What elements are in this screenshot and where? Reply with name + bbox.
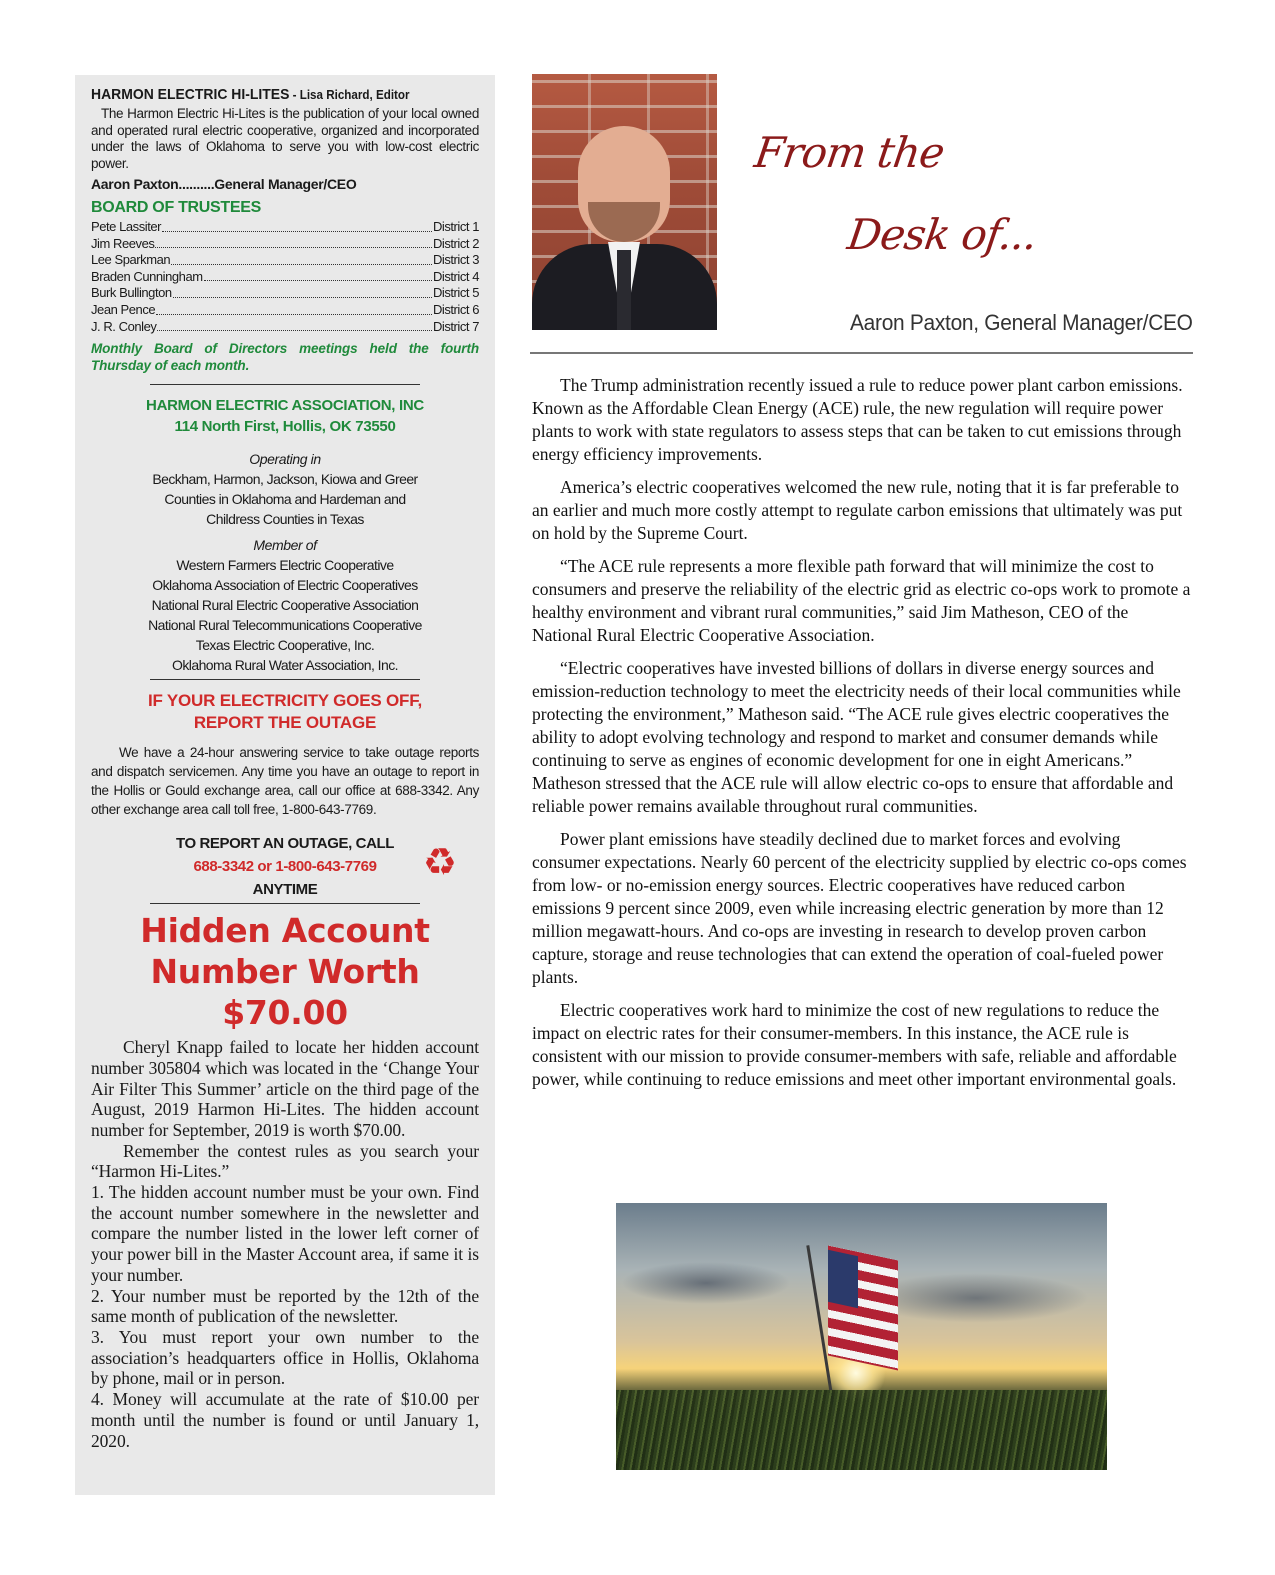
outage-title	[91, 690, 479, 734]
member-line: Oklahoma Rural Water Association, Inc.	[171, 657, 398, 674]
meeting-note: Monthly Board of Directors meetings held the fourth Thursday of each month.	[91, 341, 479, 374]
trustee-district: District 7	[432, 318, 479, 334]
member-line: Oklahoma Association of Electric Cooperatives	[152, 577, 418, 594]
article-body	[532, 374, 1192, 1101]
trustee-district: District 3	[432, 252, 479, 268]
association-address: 114 North First, Hollis, OK 73550	[174, 418, 396, 436]
trustee-district: District 1	[432, 219, 479, 234]
dot-leader	[156, 302, 432, 315]
recycle-icon: ♻	[422, 842, 457, 885]
hidden-title-amount: $70.00	[222, 993, 348, 1033]
article-paragraph: Power plant emissions have steadily declined due to market forces and evolving consumer expectations. Nearly 60 percent of the electricity supplied by electric co-ops comes from low- or no-emission energy sources. Electric cooperatives have reduced carbon emissions 9 percent since 2009, even while increasing electric generation by more than 12 million megawatt-hours. And co-ops are investing in research to develop proven carbon capture, storage and reuse technologies that can extend the operation of coal-fueled power plants.	[532, 829, 1187, 987]
dot-leader	[155, 236, 432, 249]
trustee-name: Braden Cunningham	[91, 268, 203, 284]
trustee-name: J. R. Conley	[91, 318, 157, 334]
masthead	[91, 85, 452, 105]
trustee-district: District 4	[432, 268, 479, 284]
hidden-paragraph: Cheryl Knapp failed to locate her hidden account number 305804 which was located in the ‘Change Your Air Filter This Summer’ article on the third page of the August, 2019 Harmon Hi-Lites. The hidden account number for September, 2019 is worth $70.00.	[91, 1037, 479, 1140]
outage-title-line: IF YOUR ELECTRICITY GOES OFF,	[147, 691, 423, 711]
article-paragraph: Electric cooperatives work hard to minimize the cost of new regulations to reduce the impact on electric rates for their consumer-members. In this instance, the ACE rule is consistent with our mission to provide consumer-members with safe, reliable and affordable power, while continuing to reduce emissions and meet other important environmental goals.	[532, 1000, 1177, 1089]
contest-rule: 2. Your number must be reported by the 12th of the same month of publication of the newsletter.	[91, 1285, 479, 1327]
trustee-name: Lee Sparkman	[91, 252, 171, 268]
member-line: National Rural Telecommunications Cooperative	[148, 617, 422, 634]
dot-leader	[162, 219, 432, 232]
member-line: Western Farmers Electric Cooperative	[176, 557, 394, 574]
flag-field-photo	[616, 1203, 1107, 1470]
trustee-name: Jim Reeves	[91, 235, 155, 251]
divider	[150, 903, 420, 904]
newsletter-sidebar	[75, 75, 495, 1495]
hidden-title-line: Hidden Account	[140, 911, 430, 951]
contest-rule: 3. You must report your own number to the association’s headquarters office in Hollis, Oklahoma by phone, mail or in person.	[91, 1327, 479, 1389]
trustee-district: District 5	[432, 285, 479, 301]
trustee-row	[91, 285, 479, 302]
script-heading-line-2: Desk of...	[844, 210, 1040, 259]
trustee-row	[91, 236, 479, 253]
dot-leader	[171, 252, 432, 265]
contest-rule: 4. Money will accumulate at the rate of $10.00 per month until the number is found or until January 1, 2020.	[91, 1389, 479, 1451]
report-anytime: ANYTIME	[252, 881, 318, 899]
dot-leader	[157, 319, 432, 332]
divider	[150, 384, 420, 385]
trustee-list	[91, 219, 479, 335]
ceo-portrait-photo	[532, 74, 717, 330]
trustee-row	[91, 319, 479, 336]
member-line: National Rural Electric Cooperative Association	[151, 597, 419, 614]
article-paragraph: America’s electric cooperatives welcomed the new rule, noting that it is far preferable to an earlier and much more costly attempt to regulate carbon emissions that ultimately was put on hold by the Supreme Court.	[532, 477, 1183, 543]
outage-title-line: REPORT THE OUTAGE	[193, 713, 377, 733]
dot-leader	[173, 285, 432, 298]
operating-line: Beckham, Harmon, Jackson, Kiowa and Greer	[152, 471, 418, 488]
trustee-row	[91, 302, 479, 319]
trustee-district: District 6	[432, 301, 479, 317]
hidden-account-body	[91, 1037, 479, 1451]
trustee-district: District 2	[432, 235, 479, 251]
article-paragraph: The Trump administration recently issued a rule to reduce power plant carbon emissions. Known as the Affordable Clean Energy (ACE) rule, the new regulation will require power plants to work with state regulators to assess steps that can be taken to cut emissions through energy efficiency improvements.	[532, 375, 1183, 464]
header-divider	[530, 352, 1193, 354]
operating-area	[91, 469, 479, 529]
association-block	[91, 395, 479, 437]
report-phone-numbers: 688-3342 or 1-800-643-7769	[193, 858, 377, 876]
trustee-name: Jean Pence	[91, 301, 156, 317]
masthead-title: HARMON ELECTRIC HI-LITES	[91, 86, 290, 103]
hidden-title-line: Number Worth	[150, 952, 420, 992]
trustee-row	[91, 219, 479, 236]
dot-leader	[204, 269, 432, 282]
hidden-account-title	[91, 910, 479, 1033]
trustee-name: Pete Lassiter	[91, 219, 162, 234]
script-heading-line-1: From the	[751, 128, 947, 177]
operating-line: Counties in Oklahoma and Hardeman and	[164, 491, 406, 508]
operating-line: Childress Counties in Texas	[206, 511, 364, 528]
operating-label: Operating in	[249, 451, 321, 468]
divider	[150, 679, 420, 680]
article-paragraph: “Electric cooperatives have invested billions of dollars in diverse energy sources and emission-reduction technology to meet the electricity needs of their local communities while protecting the environment,” Matheson said. “The ACE rule gives electric cooperatives the ability to adopt evolving technology and respond to market and consumer demands while continuing to serve as engines of economic development for one in eight Americans.” Matheson stressed that the ACE rule will allow electric co-ops to ensure that affordable and reliable power remains available throughout rural communities.	[532, 658, 1181, 816]
contest-rule: 1. The hidden account number must be your own. Find the account number somewhere in the newsletter and compare the number listed in the lower left corner of your power bill in the Master Account area, if same it is your number.	[91, 1182, 479, 1285]
member-label: Member of	[253, 537, 317, 554]
flag-canton	[828, 1250, 858, 1308]
author-byline: Aaron Paxton, General Manager/CEO	[850, 310, 1193, 335]
report-outage-block	[91, 832, 479, 901]
member-list	[91, 555, 479, 675]
hidden-paragraph: Remember the contest rules as you search your “Harmon Hi-Lites.”	[91, 1140, 479, 1182]
member-line: Texas Electric Cooperative, Inc.	[195, 637, 375, 654]
general-manager-line: Aaron Paxton..........General Manager/CEO	[91, 176, 357, 192]
publication-intro: The Harmon Electric Hi-Lites is the publication of your local owned and operated rural electric cooperative, organized and incorporated under the laws of Oklahoma to serve you with low-cost electric power.	[91, 106, 479, 171]
grass-field	[616, 1390, 1107, 1470]
outage-instructions: We have a 24-hour answering service to take outage reports and dispatch servicemen. Any time you have an outage to report in the Hollis or Gould exchange area, call our office at 688-3342. Any other exchange area call toll free, 1-800-643-7769.	[91, 745, 479, 818]
masthead-editor: - Lisa Richard, Editor	[289, 88, 410, 102]
tie	[617, 250, 631, 330]
trustee-row	[91, 252, 479, 269]
trustee-row	[91, 269, 479, 286]
board-title: BOARD OF TRUSTEES	[91, 199, 262, 216]
report-heading: TO REPORT AN OUTAGE, CALL	[175, 835, 395, 853]
article-paragraph: “The ACE rule represents a more flexible path forward that will minimize the cost to consumers and preserve the reliability of the electric grid as electric co-ops work to promote a healthy environment and vibrant rural communities,” said Jim Matheson, CEO of the National Rural Electric Cooperative Association.	[532, 556, 1191, 645]
association-name: HARMON ELECTRIC ASSOCIATION, INC	[146, 397, 424, 415]
trustee-name: Burk Bullington	[91, 285, 172, 301]
